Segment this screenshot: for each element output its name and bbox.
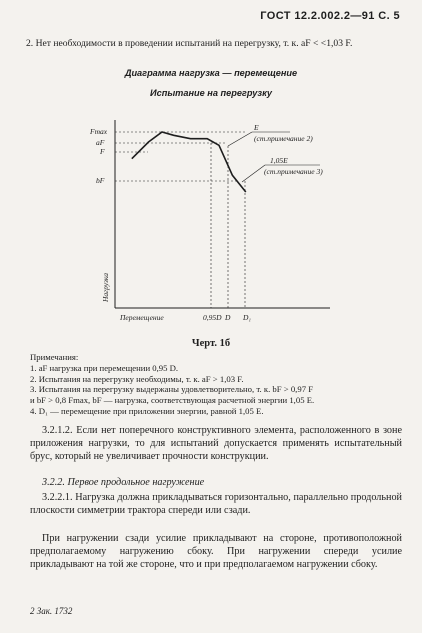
x-tick-d: D (225, 313, 231, 322)
annotation-e-note: (ст.примечание 2) (254, 134, 313, 143)
y-tick-fmax: Fmax (90, 127, 108, 136)
y-axis-label: Нагрузка (101, 273, 110, 302)
annotation-105e-label: 1,05E (270, 156, 288, 165)
load-curve (132, 132, 246, 192)
figure-caption: Черт. 1б (191, 338, 231, 349)
y-tick-bf: bF (96, 176, 105, 185)
paragraph-3-2-1-2: 3.2.1.2. Если нет поперечного конструктивного элемента, расположенного в зоне приложения нагрузки, то для испытаний допускается применять испытательный брус, который не увеличивает прочности конструкции. (30, 425, 402, 463)
figure-subtitle: Испытание на перегрузку (150, 88, 272, 98)
load-displacement-chart (80, 110, 350, 335)
notes-block (30, 352, 400, 417)
note-item: 4. D₁ — перемещение при приложении энергии, равной 1,05 E. (30, 405, 264, 416)
x-tick-d1: D₁ (243, 313, 252, 322)
paragraph-loading-side: При нагружении сзади усилие прикладывают на стороне, противоположной предполагаемому нагружению сбоку. При нагружении спереди усилие прикладывают на той же стороне, что и при предполагаемом нагружении сбоку. (30, 533, 402, 571)
paragraph-note-2: 2. Нет необходимости в проведении испытаний на перегрузку, т. к. aF < <1,03 F. (26, 38, 353, 49)
x-tick-095d: 0,95D (203, 313, 222, 322)
y-tick-f: F (100, 147, 105, 156)
figure-title: Диаграмма нагрузка — перемещение (124, 68, 298, 78)
leader-e (228, 132, 252, 146)
notes-title: Примечания: (30, 352, 79, 362)
note-item: и bF > 0,8 Fmax, bF — нагрузка, соответствующая расчетной энергии 1,05 E. (30, 395, 315, 406)
page-header: ГОСТ 12.2.002.2—91 С. 5 (260, 10, 400, 22)
annotation-e-label: E (254, 123, 259, 132)
annotation-105e-note: (ст.примечание 3) (264, 167, 323, 176)
note-item: 3. Испытания на перегрузку выдержаны удовлетворительно, т. к. bF > 0,97 F (30, 384, 314, 395)
paragraph-3-2-2-1: 3.2.2.1. Нагрузка должна прикладываться горизонтально, параллельно продольной плоскости симметрии трактора спереди или сзади. (30, 492, 402, 517)
y-tick-af: aF (96, 138, 105, 147)
chart-svg (80, 110, 350, 335)
page-footer: 2 Зак. 1732 (30, 606, 73, 616)
note-item: 1. aF нагрузка при перемещении 0,95 D. (30, 362, 179, 373)
note-item: 2. Испытания на перегрузку необходимы, т. к. aF > 1,03 F. (30, 373, 244, 384)
x-axis-label: Перемещение (120, 313, 164, 322)
paragraph-3-2-2-heading: 3.2.2. Первое продольное нагружение (42, 477, 205, 488)
leader-105e (242, 165, 265, 182)
